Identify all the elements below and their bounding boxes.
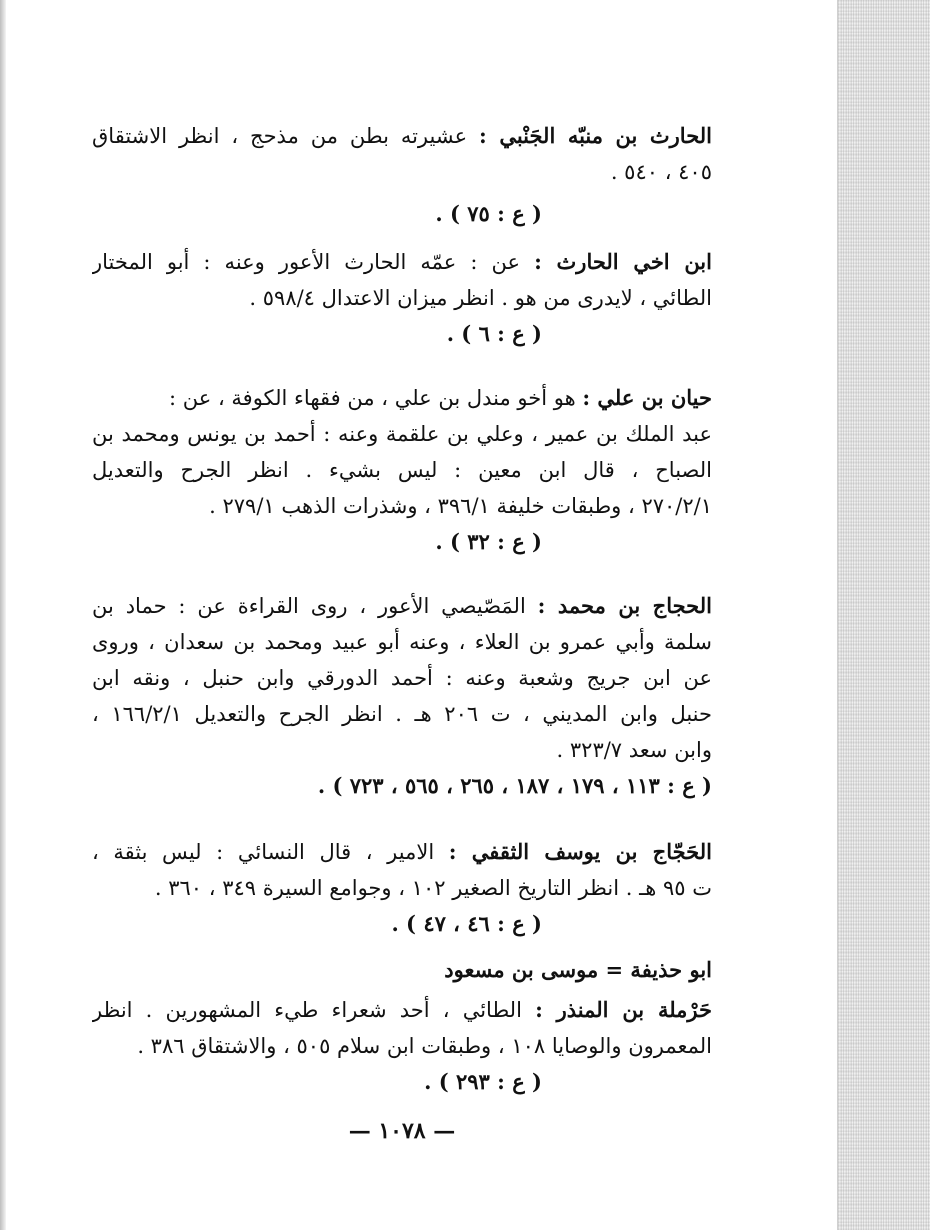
entry-name: الحَجّاج بن يوسف الثقفي : [448, 839, 712, 864]
entry-harith-ibn-munabbih [92, 118, 712, 232]
entry-harmala-ibn-al-mundhir [92, 992, 712, 1100]
entry-line: الطائي ، لايدرى من هو . انظر ميزان الاعتدال ٥٩٨/٤ . [249, 286, 712, 310]
entry-reference: ( ع : ٢٩٣ ) . [424, 1069, 542, 1094]
entry-text: عن : عمّه الحارث الأعور وعنه : أبو المختار [92, 250, 521, 274]
entry-line: ٤٠٥ ، ٥٤٠ . [610, 160, 712, 184]
entry-reference: ( ع : ٤٦ ، ٤٧ ) . [391, 911, 542, 936]
entry-line: سلمة وأبي عمرو بن العلاء ، وعنه أبو عبيد ومحمد بن سعدان ، وروى [92, 630, 712, 654]
entry-line [92, 118, 712, 154]
entry-reference: ( ع : ٣٢ ) . [435, 529, 542, 554]
entry-hayyan-ibn-ali [92, 380, 712, 560]
entry-ibn-akhi-al-harith [92, 244, 712, 352]
entry-line: ت ٩٥ هـ . انظر التاريخ الصغير ١٠٢ ، وجوامع السيرة ٣٤٩ ، ٣٦٠ . [154, 876, 712, 900]
entry-name: ابن اخي الحارث : [534, 249, 712, 274]
entry-line [92, 952, 712, 988]
entry-name: الحارث بن منبّه الجَنْبي : [479, 123, 712, 148]
entry-line: عن ابن جريج وشعبة وعنه : أحمد الدورقي وابن حنبل ، ونقه ابن [92, 666, 712, 690]
page-number: — ١٠٧٨ — [348, 1118, 456, 1144]
entry-line: المعمرون والوصايا ١٠٨ ، وطبقات ابن سلام ٥٠٥ ، والاشتقاق ٣٨٦ . [137, 1034, 712, 1058]
entry-line: ٢٧٠/٢/١ ، وطبقات خليفة ٣٩٦/١ ، وشذرات الذهب ٢٧٩/١ . [209, 494, 712, 518]
entry-line: حنبل وابن المديني ، ت ٢٠٦ هـ . انظر الجرح والتعديل ١٦٦/٢/١ ، [92, 702, 712, 726]
entry-reference: ( ع : ١١٣ ، ١٧٩ ، ١٨٧ ، ٢٦٥ ، ٥٦٥ ، ٧٢٣ ) . [317, 773, 712, 798]
entry-hajjaj-ibn-muhammad [92, 588, 712, 804]
entry-abu-hudhayfa [92, 952, 712, 988]
entry-reference: ( ع : ٦ ) . [446, 321, 542, 346]
entry-text: المَصّيصي الأعور ، روى القراءة عن : حماد بن [92, 594, 526, 618]
entry-line: عبد الملك بن عمير ، وعلي بن علقمة وعنه : أحمد بن يونس ومحمد بن [92, 422, 712, 446]
entry-name: ابو حذيفة = موسى بن مسعود [444, 957, 712, 982]
scanned-book-edge [837, 0, 930, 1230]
entry-hajjaj-ibn-yusuf [92, 834, 712, 942]
entry-line [92, 588, 712, 624]
entry-name: حيان بن علي : [582, 385, 712, 410]
entry-line: الصباح ، قال ابن معين : ليس بشيء . انظر الجرح والتعديل [92, 458, 712, 482]
entry-name: الحجاج بن محمد : [537, 593, 712, 618]
entry-line [92, 380, 712, 416]
entry-text: عشيرته بطن من مذحج ، انظر الاشتقاق [92, 124, 468, 148]
page-left-edge [0, 0, 6, 1230]
entry-name: حَرْملة بن المنذر : [535, 997, 712, 1022]
entry-text: الطائي ، أحد شعراء طيء المشهورين . انظر [92, 998, 522, 1022]
entry-text: الامير ، قال النسائي : ليس بثقة ، [92, 840, 435, 864]
entry-line [92, 834, 712, 870]
entry-text: هو أخو مندل بن علي ، من فقهاء الكوفة ، عن : [169, 386, 576, 410]
entry-reference: ( ع : ٧٥ ) . [435, 201, 542, 226]
entry-line [92, 992, 712, 1028]
entry-line [92, 244, 712, 280]
entry-line: وابن سعد ٣٢٣/٧ . [556, 738, 712, 762]
